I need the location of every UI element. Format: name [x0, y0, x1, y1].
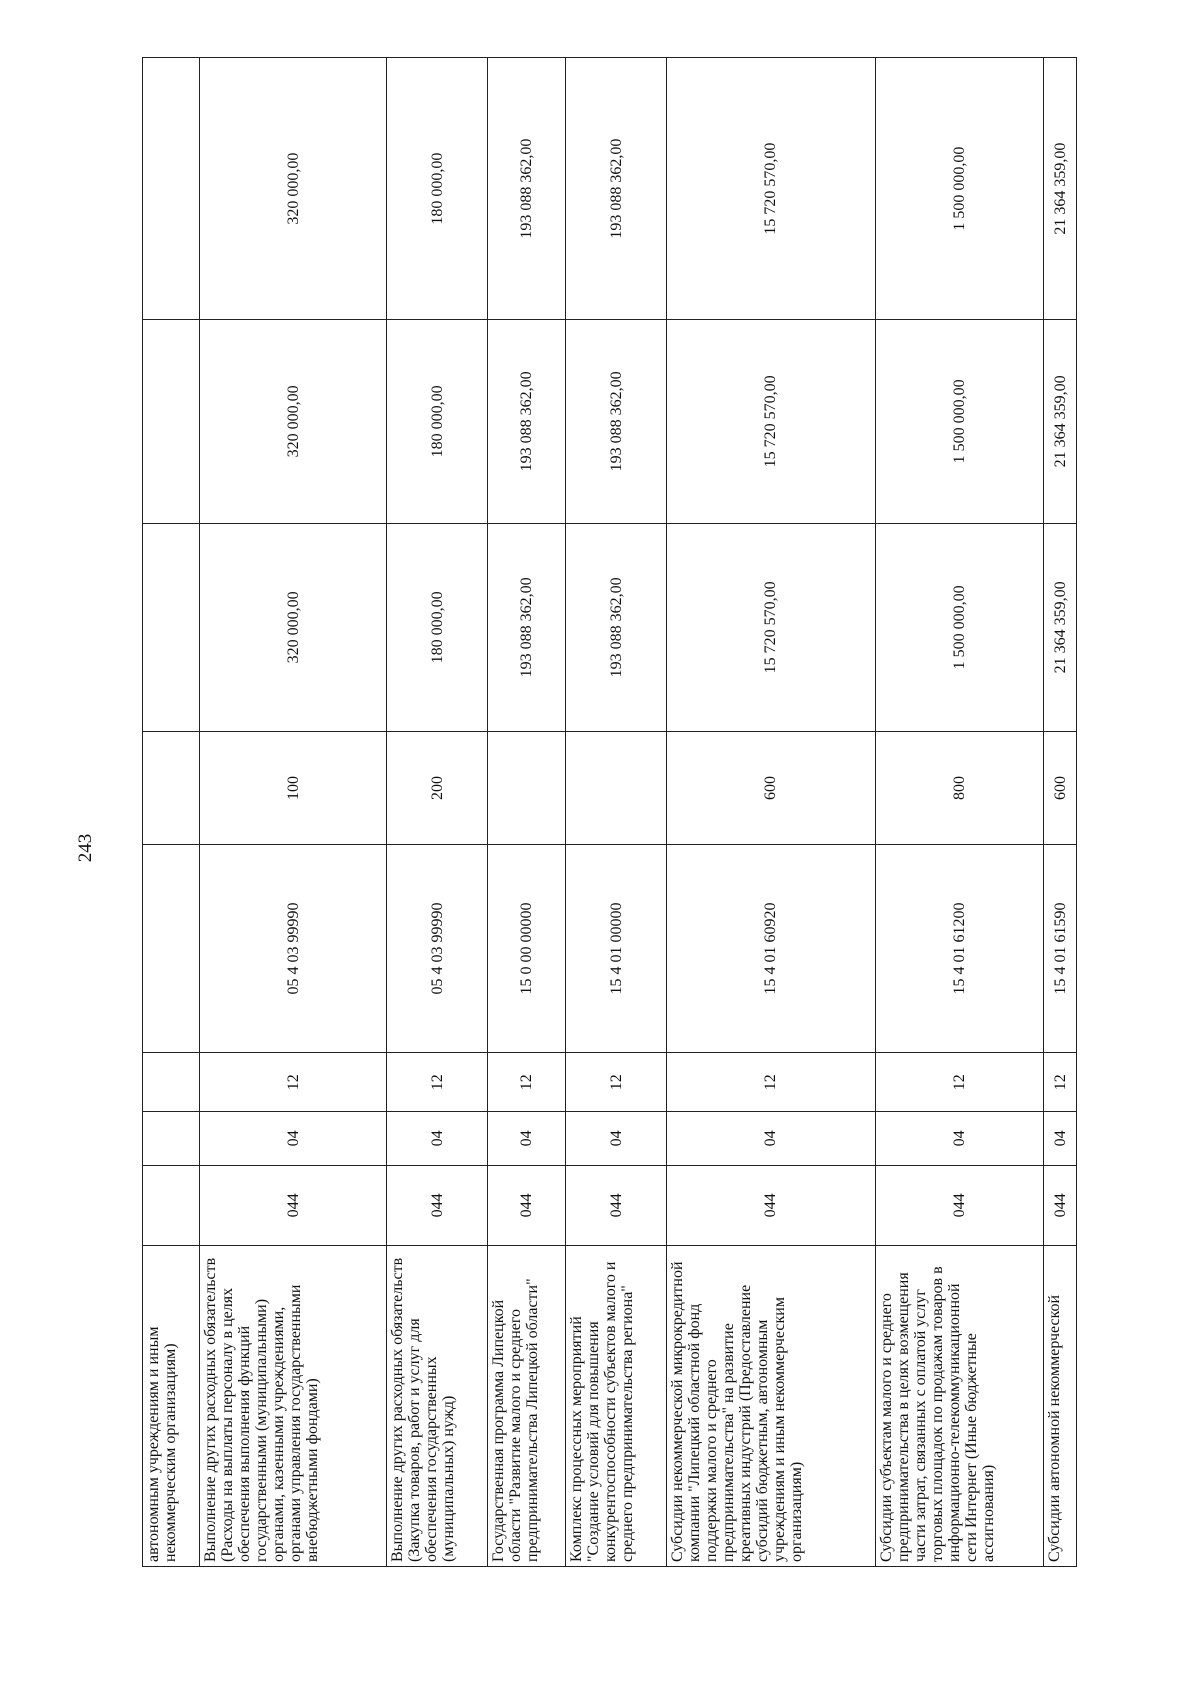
cell-podrazdel: 12 — [876, 1053, 1044, 1112]
table-row — [143, 58, 200, 1567]
cell-name: Выполнение других расходных обязательств (Закупка товаров, работ и услуг для обеспечения государственных (муниципальных) нужд) — [387, 1245, 487, 1566]
cell-podrazdel: 12 — [666, 1053, 875, 1112]
cell-sum-1: 320 000,00 — [199, 523, 387, 732]
cell-sum-2: 193 088 362,00 — [566, 320, 666, 523]
table-row — [487, 58, 566, 1567]
cell-sum-1: 193 088 362,00 — [487, 523, 566, 732]
cell-sum-2: 21 364 359,00 — [1044, 320, 1077, 523]
cell-grbs: 044 — [487, 1165, 566, 1245]
cell-name: автономным учреждениям и иным некоммерческим организациям) — [143, 1245, 200, 1566]
cell-podrazdel: 12 — [387, 1053, 487, 1112]
cell-expense-type: 800 — [876, 732, 1044, 844]
cell-target-article: 05 4 03 99990 — [387, 844, 487, 1053]
cell-grbs: 044 — [876, 1165, 1044, 1245]
cell-name: Субсидии автономной некоммерческой — [1044, 1245, 1077, 1566]
cell-sum-1: 15 720 570,00 — [666, 523, 875, 732]
cell-target-article: 15 4 01 00000 — [566, 844, 666, 1053]
cell-razdel: 04 — [566, 1112, 666, 1166]
cell-razdel: 04 — [199, 1112, 387, 1166]
budget-table-container — [142, 57, 1077, 1567]
cell-podrazdel — [143, 1053, 200, 1112]
table-row — [566, 58, 666, 1567]
budget-table — [142, 57, 1077, 1567]
cell-podrazdel: 12 — [487, 1053, 566, 1112]
cell-name: Субсидии субъектам малого и среднего предпринимательства в целях возмещения части затрат, связанных с оплатой услуг торговых площадок по продажам товаров в информационно-телекоммуникационной сети Интернет (Иные бюджетные ассигнования) — [876, 1245, 1044, 1566]
cell-sum-3: 21 364 359,00 — [1044, 58, 1077, 320]
cell-sum-1: 1 500 000,00 — [876, 523, 1044, 732]
cell-sum-3: 193 088 362,00 — [487, 58, 566, 320]
cell-grbs: 044 — [566, 1165, 666, 1245]
cell-expense-type: 100 — [199, 732, 387, 844]
table-body — [143, 58, 1077, 1567]
cell-podrazdel: 12 — [1044, 1053, 1077, 1112]
cell-target-article: 15 0 00 00000 — [487, 844, 566, 1053]
cell-target-article: 05 4 03 99990 — [199, 844, 387, 1053]
cell-razdel: 04 — [387, 1112, 487, 1166]
cell-sum-1 — [143, 523, 200, 732]
cell-target-article: 15 4 01 61200 — [876, 844, 1044, 1053]
cell-expense-type: 600 — [1044, 732, 1077, 844]
cell-razdel: 04 — [876, 1112, 1044, 1166]
cell-razdel: 04 — [666, 1112, 875, 1166]
cell-sum-3 — [143, 58, 200, 320]
cell-sum-3: 1 500 000,00 — [876, 58, 1044, 320]
cell-sum-3: 320 000,00 — [199, 58, 387, 320]
cell-sum-2: 320 000,00 — [199, 320, 387, 523]
cell-target-article: 15 4 01 60920 — [666, 844, 875, 1053]
table-row — [387, 58, 487, 1567]
cell-grbs: 044 — [666, 1165, 875, 1245]
cell-razdel — [143, 1112, 200, 1166]
cell-grbs: 044 — [387, 1165, 487, 1245]
cell-sum-2: 180 000,00 — [387, 320, 487, 523]
cell-grbs — [143, 1165, 200, 1245]
cell-target-article: 15 4 01 61590 — [1044, 844, 1077, 1053]
cell-target-article — [143, 844, 200, 1053]
table-row — [1044, 58, 1077, 1567]
cell-name: Комплекс процессных мероприятий "Создание условий для повышения конкурентоспособности субъектов малого и среднего предпринимательства региона" — [566, 1245, 666, 1566]
cell-expense-type — [143, 732, 200, 844]
cell-sum-3: 180 000,00 — [387, 58, 487, 320]
cell-podrazdel: 12 — [566, 1053, 666, 1112]
cell-sum-3: 193 088 362,00 — [566, 58, 666, 320]
cell-grbs: 044 — [199, 1165, 387, 1245]
table-row — [199, 58, 387, 1567]
cell-sum-3: 15 720 570,00 — [666, 58, 875, 320]
table-row — [666, 58, 875, 1567]
cell-sum-2 — [143, 320, 200, 523]
cell-razdel: 04 — [1044, 1112, 1077, 1166]
cell-sum-2: 1 500 000,00 — [876, 320, 1044, 523]
cell-sum-1: 180 000,00 — [387, 523, 487, 732]
cell-expense-type — [566, 732, 666, 844]
cell-sum-1: 193 088 362,00 — [566, 523, 666, 732]
cell-razdel: 04 — [487, 1112, 566, 1166]
cell-sum-2: 15 720 570,00 — [666, 320, 875, 523]
cell-sum-2: 193 088 362,00 — [487, 320, 566, 523]
cell-sum-1: 21 364 359,00 — [1044, 523, 1077, 732]
page-number: 243 — [75, 833, 96, 863]
cell-name: Субсидии некоммерческой микрокредитной компании "Липецкий областной фонд поддержки малого и среднего предпринимательства" на развитие креативных индустрий (Предоставление субсидий бюджетным, автономным учреждениям и иным некоммерческим организациям) — [666, 1245, 875, 1566]
cell-expense-type: 600 — [666, 732, 875, 844]
cell-podrazdel: 12 — [199, 1053, 387, 1112]
cell-expense-type: 200 — [387, 732, 487, 844]
cell-expense-type — [487, 732, 566, 844]
table-row — [876, 58, 1044, 1567]
cell-name: Выполнение других расходных обязательств (Расходы на выплаты персоналу в целях обеспечения выполнения функций государственными (муниципальными) органами, казенными учреждениями, органами управления государственными внебюджетными фондами) — [199, 1245, 387, 1566]
cell-grbs: 044 — [1044, 1165, 1077, 1245]
cell-name: Государственная программа Липецкой области "Развитие малого и среднего предпринимательства Липецкой области" — [487, 1245, 566, 1566]
